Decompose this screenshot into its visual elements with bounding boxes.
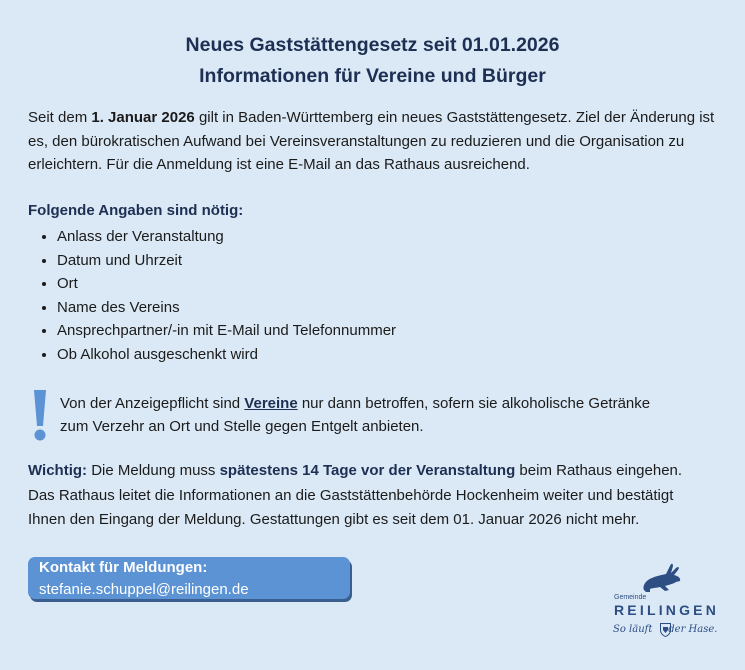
list-item: Ob Alkohol ausgeschenkt wird: [28, 343, 396, 367]
title-line-2: Informationen für Vereine und Bürger: [199, 65, 546, 87]
list-item: Ort: [28, 272, 396, 296]
important-line-2: Das Rathaus leitet die Informationen an die Gaststättenbehörde Hockenheim weiter und bestätigt: [28, 486, 674, 504]
crest-icon: [660, 623, 671, 637]
list-item: Name des Vereins: [28, 296, 396, 320]
intro-text-2: gilt in Baden-Württemberg ein neues Gaststättengesetz. Ziel der Änderung ist es, den bürokratischen Aufwand bei Vereinsveranstaltungen zu reduzieren und die Organisation zu erleichtern. Für die Anmeldung ist eine E-Mail an das Rathaus ausreichend.: [28, 109, 715, 173]
important-deadline: spätestens 14 Tage vor der Veranstaltung: [219, 462, 516, 479]
intro-date: 1. Januar 2026: [91, 109, 195, 126]
exclamation-icon: [32, 390, 48, 442]
requirements-list: [28, 225, 396, 366]
notice-underlined: Vereine: [244, 395, 298, 412]
title-line-1: Neues Gaststättengesetz seit 01.01.2026: [185, 34, 560, 56]
list-item: Anlass der Veranstaltung: [28, 225, 396, 249]
list-item: Ansprechpartner/-in mit E-Mail und Telefonnummer: [28, 319, 396, 343]
important-label: Wichtig:: [28, 462, 88, 479]
logo-name: REILINGEN: [614, 602, 720, 618]
slogan-part-2: der Hase.: [668, 624, 718, 635]
logo-small-text: Gemeinde: [614, 594, 647, 601]
important-text-1: Die Meldung muss: [87, 462, 220, 479]
requirements-heading: Folgende Angaben sind nötig:: [28, 202, 244, 219]
intro-text-1: Seit dem: [28, 109, 92, 126]
notice-text-1: Von der Anzeigepflicht sind: [60, 395, 245, 412]
important-text-2: beim Rathaus eingehen.: [515, 462, 683, 479]
page-title: [0, 30, 745, 92]
important-line-3: Ihnen den Eingang der Meldung. Gestattungen gibt es seit dem 01. Januar 2026 nicht mehr.: [28, 511, 640, 528]
contact-label: Kontakt für Meldungen:: [39, 559, 208, 576]
notice-text: [60, 392, 700, 438]
reilingen-logo: [610, 560, 725, 642]
list-item: Datum und Uhrzeit: [28, 249, 396, 273]
contact-box: [28, 557, 350, 599]
hare-icon: [638, 560, 688, 594]
notice-text-2: nur dann betroffen, sofern sie alkoholische Getränke: [297, 395, 651, 412]
important-paragraph: [28, 459, 718, 533]
intro-paragraph: [28, 106, 720, 177]
contact-email-link[interactable]: stefanie.schuppel@reilingen.de: [39, 581, 249, 598]
slogan-part-1: So läuft: [613, 624, 653, 635]
notice-line-2: zum Verzehr an Ort und Stelle gegen Entgelt anbieten.: [60, 418, 424, 435]
